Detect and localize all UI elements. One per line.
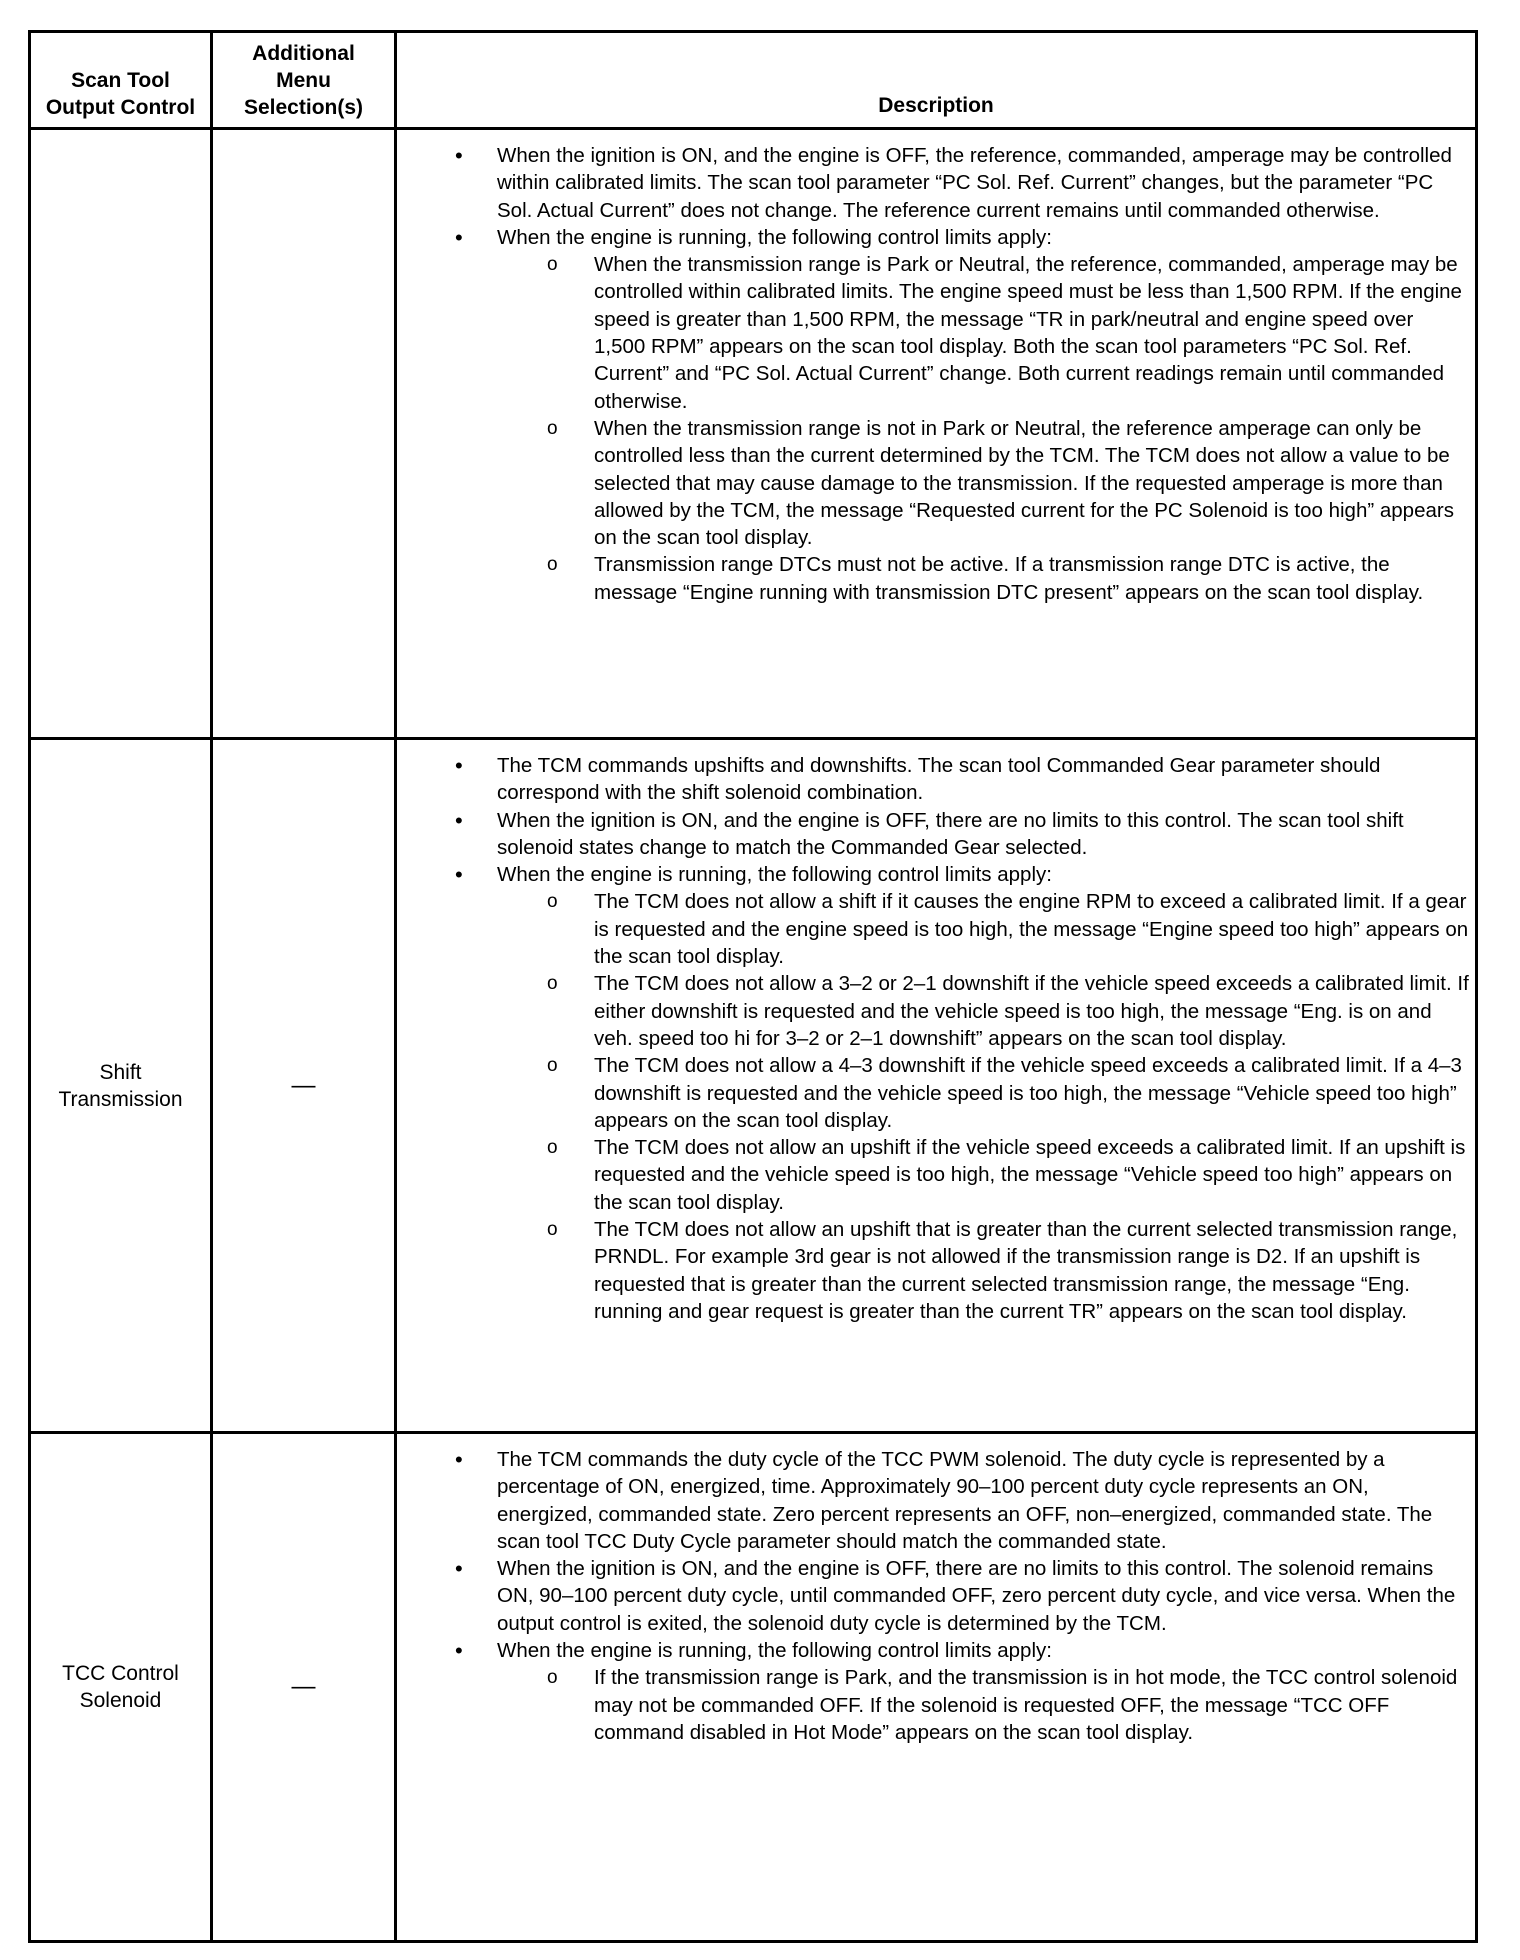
- sub-bullet-item: o When the transmission range is not in Park or Neutral, the reference amperage can only be controlled less than the current determined by the TCM. The TCM does not allow a value to be selected that may cause damage to the transmission. If the requested amperage is more than allowed by the TCM, the message “Requested current for the PC Solenoid is too high” appears on the scan tool display.: [497, 415, 1469, 551]
- menu-selection-cell: —: [212, 739, 396, 1433]
- output-control-name-cell: [30, 1433, 212, 1942]
- bullet-item: [397, 1555, 1469, 1637]
- sub-bullet-list: [497, 888, 1469, 1325]
- sub-bullet-item: o Transmission range DTCs must not be active. If a transmission range DTC is active, the message “Engine running with transmission DTC present” appears on the scan tool display.: [497, 551, 1469, 606]
- sub-bullet-item: o The TCM does not allow an upshift that is greater than the current selected transmission range, PRNDL. For example 3rd gear is not allowed if the transmission range is D2. If an upshift is requested that is greater than the current selected transmission range, the message “Eng. running and gear request is greater than the current TR” appears on the scan tool display.: [497, 1216, 1469, 1325]
- description-cell: [396, 129, 1477, 739]
- description-cell: [396, 1433, 1477, 1942]
- bullet-text: When the engine is running, the following control limits apply:: [497, 1639, 1052, 1663]
- bullet-item: [397, 142, 1469, 224]
- header-menu-selection-line: Additional: [252, 42, 355, 65]
- output-control-name: TCC Control: [62, 1662, 179, 1685]
- bullet-list: [397, 142, 1469, 606]
- bullet-text: When the ignition is ON, and the engine is OFF, the reference, commanded, amperage may be controlled within calibrated limits. The scan tool parameter “PC Sol. Ref. Current” changes, but the parameter “PC Sol. Actual Current” does not change. The reference current remains until commanded otherwise.: [497, 144, 1452, 222]
- output-control-name: Shift: [99, 1060, 142, 1084]
- header-menu-selection: [212, 32, 396, 129]
- bullet-text: When the engine is running, the following control limits apply:: [497, 225, 1052, 249]
- bullet-text: The TCM commands upshifts and downshifts. The scan tool Commanded Gear parameter should correspond with the shift solenoid combination.: [497, 754, 1381, 805]
- output-control-name-cell: [30, 739, 212, 1433]
- sub-bullet-item: o The TCM does not allow a 4–3 downshift if the vehicle speed exceeds a calibrated limit. If a 4–3 downshift is requested and the vehicle speed is too high, the message “Vehicle speed too high” appears on the scan tool display.: [497, 1052, 1469, 1134]
- bullet-text: When the engine is running, the following control limits apply:: [497, 863, 1052, 887]
- sub-bullet-item: o When the transmission range is Park or Neutral, the reference, commanded, amperage may be controlled within calibrated limits. The engine speed must be less than 1,500 RPM. If the engine speed is greater than 1,500 RPM, the message “TR in park/neutral and engine speed over 1,500 RPM” appears on the scan tool display. Both the scan tool parameters “PC Sol. Ref. Current” and “PC Sol. Actual Current” change. Both current readings remain until commanded otherwise.: [497, 251, 1469, 415]
- menu-selection-cell: —: [212, 1433, 396, 1942]
- menu-selection-cell: [212, 129, 396, 739]
- bullet-item: [397, 224, 1469, 606]
- table-row: [30, 1433, 1477, 1942]
- output-control-table: [28, 30, 1478, 1943]
- output-control-name: Transmission: [58, 1087, 183, 1111]
- table-header-row: [30, 32, 1477, 129]
- bullet-text: When the ignition is ON, and the engine is OFF, there are no limits to this control. The solenoid remains ON, 90–100 percent duty cycle, until commanded OFF, zero percent duty cycle, and vice versa. When the output control is exited, the solenoid duty cycle is determined by the TCM.: [497, 1557, 1456, 1635]
- output-control-name: Solenoid: [79, 1689, 162, 1712]
- bullet-item: [397, 752, 1469, 807]
- header-menu-selection-line: Menu: [276, 69, 331, 92]
- sub-bullet-list: [497, 1664, 1469, 1746]
- sub-bullet-item: o The TCM does not allow an upshift if the vehicle speed exceeds a calibrated limit. If an upshift is requested and the vehicle speed is too high, the message “Vehicle speed too high” appears on the scan tool display.: [497, 1134, 1469, 1216]
- bullet-item: [397, 861, 1469, 1325]
- bullet-list: [397, 1446, 1469, 1746]
- description-cell: [396, 739, 1477, 1433]
- bullet-item: [397, 1637, 1469, 1746]
- sub-bullet-list: [497, 251, 1469, 606]
- sub-bullet-item: o If the transmission range is Park, and the transmission is in hot mode, the TCC control solenoid may not be commanded OFF. If the solenoid is requested OFF, the message “TCC OFF command disabled in Hot Mode” appears on the scan tool display.: [497, 1664, 1469, 1746]
- table-row: [30, 129, 1477, 739]
- header-output-control-line: Output Control: [45, 96, 196, 119]
- header-description: Description: [396, 32, 1477, 129]
- table-row: [30, 739, 1477, 1433]
- output-control-name-cell: [30, 129, 212, 739]
- sub-bullet-item: o The TCM does not allow a 3–2 or 2–1 downshift if the vehicle speed exceeds a calibrated limit. If either downshift is requested and the vehicle speed is too high, the message “Eng. is on and veh. speed too hi for 3–2 or 2–1 downshift” appears on the scan tool display.: [497, 970, 1469, 1052]
- bullet-item: [397, 807, 1469, 862]
- header-output-control: [30, 32, 212, 129]
- header-output-control-line: Scan Tool: [71, 69, 170, 92]
- bullet-text: The TCM commands the duty cycle of the TCC PWM solenoid. The duty cycle is represented by a percentage of ON, energized, time. Approximately 90–100 percent duty cycle represents an ON, energized, commanded state. Zero percent represents an OFF, non–energized, commanded state. The scan tool TCC Duty Cycle parameter should match the commanded state.: [497, 1448, 1433, 1553]
- bullet-list: [397, 752, 1469, 1325]
- bullet-text: When the ignition is ON, and the engine is OFF, there are no limits to this control. The scan tool shift solenoid states change to match the Commanded Gear selected.: [497, 808, 1404, 859]
- header-menu-selection-line: Selection(s): [243, 96, 364, 119]
- bullet-item: [397, 1446, 1469, 1555]
- sub-bullet-item: o The TCM does not allow a shift if it causes the engine RPM to exceed a calibrated limit. If a gear is requested and the engine speed is too high, the message “Engine speed too high” appears on the scan tool display.: [497, 888, 1469, 970]
